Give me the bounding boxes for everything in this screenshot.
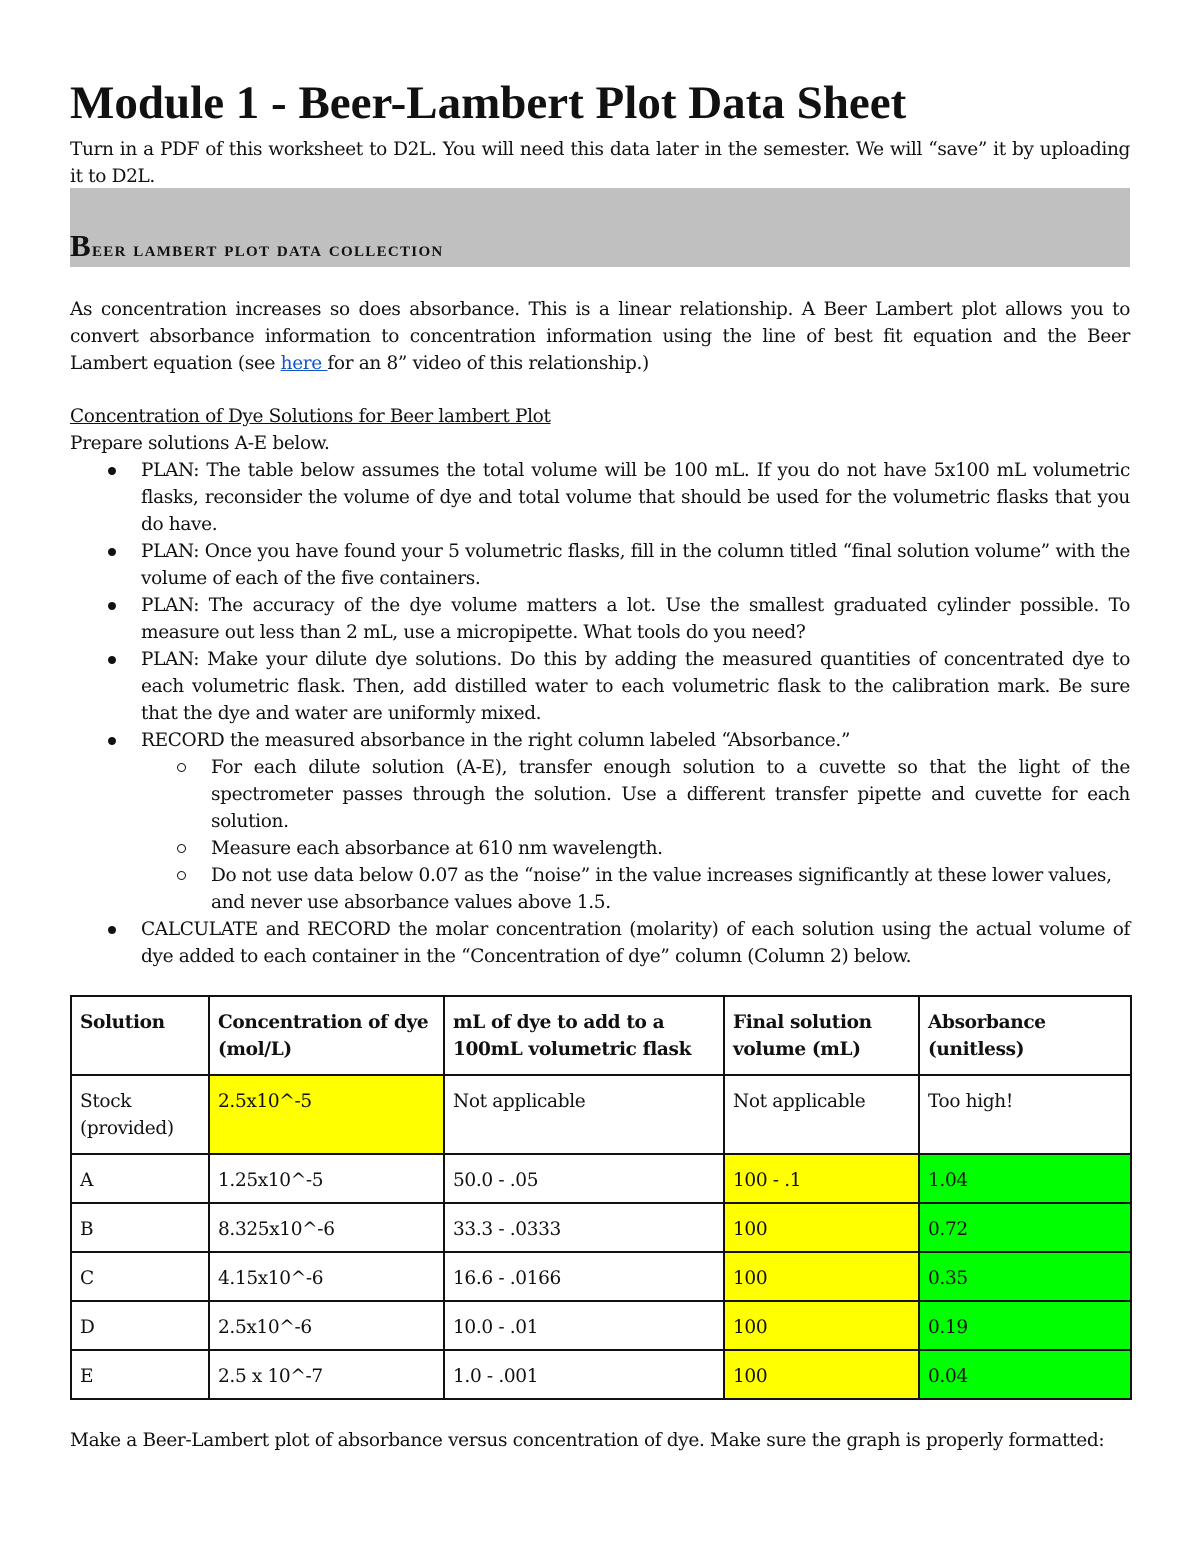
solution-cell: Stock (provided) xyxy=(71,1075,209,1154)
header-cell: Absorbance (unitless) xyxy=(919,996,1131,1075)
absorbance-cell[interactable]: 0.04 xyxy=(919,1350,1131,1399)
concentration-cell: 1.25x10^-5 xyxy=(209,1154,444,1203)
list-item xyxy=(70,592,1130,646)
final-volume-cell[interactable]: 100 - .1 xyxy=(724,1154,919,1203)
list-item xyxy=(70,538,1130,592)
dye-solutions-subheading: Concentration of Dye Solutions for Beer lambert Plot xyxy=(70,406,551,427)
concentration-cell[interactable]: 2.5x10^-5 xyxy=(209,1075,444,1154)
final-volume-cell[interactable]: 100 xyxy=(724,1252,919,1301)
bullet-dot-icon xyxy=(108,656,116,664)
instruction-list xyxy=(70,457,1130,970)
header-cell: Solution xyxy=(71,996,209,1075)
bullet-dot-icon xyxy=(108,602,116,610)
list-item xyxy=(70,457,1130,538)
section-header-band xyxy=(70,188,1130,267)
table-header-row xyxy=(71,996,1131,1075)
bullet-circle-icon xyxy=(177,763,186,772)
final-volume-cell: Not applicable xyxy=(724,1075,919,1154)
table-row xyxy=(71,1350,1131,1399)
bullet-dot-icon xyxy=(108,548,116,556)
concentration-cell: 8.325x10^-6 xyxy=(209,1203,444,1252)
table-row xyxy=(71,1252,1131,1301)
solution-cell: D xyxy=(71,1301,209,1350)
solution-cell: B xyxy=(71,1203,209,1252)
solution-cell: A xyxy=(71,1154,209,1203)
list-item xyxy=(70,916,1130,970)
list-item-text: PLAN: Make your dilute dye solutions. Do this by adding the measured quantities of concentrated dye to each volumetric flask. Then, add distilled water to each volumetric flask to the calibration mark. Be sure that the dye and water are uniformly mixed. xyxy=(141,649,1130,724)
dye-volume-cell: 33.3 - .0333 xyxy=(444,1203,724,1252)
list-item-text: CALCULATE and RECORD the molar concentration (molarity) of each solution using the actual volume of dye added to each container in the “Concentration of dye” column (Column 2) below. xyxy=(141,919,1130,967)
sub-list-item-text: For each dilute solution (A-E), transfer enough solution to a cuvette so that the light of the spectrometer passes through the solution. Use a different transfer pipette and cuvette for each solution. xyxy=(211,757,1130,832)
para1-text-after: for an 8” video of this relationship.) xyxy=(327,353,649,374)
bullet-dot-icon xyxy=(108,467,116,475)
table-row xyxy=(71,1301,1131,1350)
video-link[interactable]: here xyxy=(280,353,328,374)
page-title: Module 1 - Beer-Lambert Plot Data Sheet xyxy=(70,77,907,129)
solution-cell: E xyxy=(71,1350,209,1399)
section-heading-initial: B xyxy=(70,228,92,263)
list-item-text: PLAN: The accuracy of the dye volume matters a lot. Use the smallest graduated cylinder possible. To measure out less than 2 mL, use a micropipette. What tools do you need? xyxy=(141,595,1130,643)
final-volume-cell[interactable]: 100 xyxy=(724,1350,919,1399)
sub-list-item-text: Do not use data below 0.07 as the “noise” in the value increases significantly at these lower values, and never use absorbance values above 1.5. xyxy=(211,865,1112,913)
sub-list-item-text: Measure each absorbance at 610 nm wavelength. xyxy=(211,838,663,859)
concentration-cell: 4.15x10^-6 xyxy=(209,1252,444,1301)
final-volume-cell[interactable]: 100 xyxy=(724,1203,919,1252)
absorbance-cell[interactable]: 0.72 xyxy=(919,1203,1131,1252)
list-item xyxy=(70,727,1130,754)
closing-paragraph: Make a Beer-Lambert plot of absorbance versus concentration of dye. Make sure the graph is properly formatted: xyxy=(70,1430,1105,1451)
table-row xyxy=(71,1203,1131,1252)
section-heading-rest: eer lambert plot data collection xyxy=(91,237,444,261)
final-volume-cell[interactable]: 100 xyxy=(724,1301,919,1350)
intro-paragraph: Turn in a PDF of this worksheet to D2L. You will need this data later in the semester. We will “save” it by uploading it to D2L. xyxy=(70,139,1130,187)
dye-volume-cell: Not applicable xyxy=(444,1075,724,1154)
bullet-dot-icon xyxy=(108,926,116,934)
table-row xyxy=(71,1154,1131,1203)
header-cell: Concentration of dye (mol/L) xyxy=(209,996,444,1075)
dye-volume-cell: 1.0 - .001 xyxy=(444,1350,724,1399)
list-item xyxy=(70,646,1130,727)
beer-lambert-paragraph xyxy=(70,296,1130,377)
dye-volume-cell: 16.6 - .0166 xyxy=(444,1252,724,1301)
absorbance-cell[interactable]: 1.04 xyxy=(919,1154,1131,1203)
header-cell: mL of dye to add to a 100mL volumetric flask xyxy=(444,996,724,1075)
sub-list-item xyxy=(70,754,1130,835)
bullet-circle-icon xyxy=(177,844,186,853)
list-item-text: PLAN: Once you have found your 5 volumetric flasks, fill in the column titled “final solution volume” with the volume of each of the five containers. xyxy=(141,541,1130,589)
absorbance-cell[interactable]: 0.19 xyxy=(919,1301,1131,1350)
dye-volume-cell: 10.0 - .01 xyxy=(444,1301,724,1350)
bullet-dot-icon xyxy=(108,737,116,745)
header-cell: Final solution volume (mL) xyxy=(724,996,919,1075)
section-heading xyxy=(70,228,444,264)
prepare-instruction: Prepare solutions A-E below. xyxy=(70,433,330,454)
list-item-text: PLAN: The table below assumes the total volume will be 100 mL. If you do not have 5x100 mL volumetric flasks, reconsider the volume of dye and total volume that should be used for the volumetric flasks that you do have. xyxy=(141,460,1130,535)
concentration-cell: 2.5 x 10^-7 xyxy=(209,1350,444,1399)
sub-list-item xyxy=(70,835,1130,862)
concentration-cell: 2.5x10^-6 xyxy=(209,1301,444,1350)
para1-text-before: As concentration increases so does absorbance. This is a linear relationship. A Beer Lambert plot allows you to convert absorbance information to concentration information using the line of best fit equation and the Beer Lambert equation (see xyxy=(70,299,1130,374)
dye-solutions-table xyxy=(70,995,1132,1400)
list-item-text: RECORD the measured absorbance in the right column labeled “Absorbance.” xyxy=(141,730,851,751)
solution-cell: C xyxy=(71,1252,209,1301)
absorbance-cell: Too high! xyxy=(919,1075,1131,1154)
table-row xyxy=(71,1075,1131,1154)
dye-volume-cell: 50.0 - .05 xyxy=(444,1154,724,1203)
sub-list-item xyxy=(70,862,1130,916)
bullet-circle-icon xyxy=(177,871,186,880)
absorbance-cell[interactable]: 0.35 xyxy=(919,1252,1131,1301)
